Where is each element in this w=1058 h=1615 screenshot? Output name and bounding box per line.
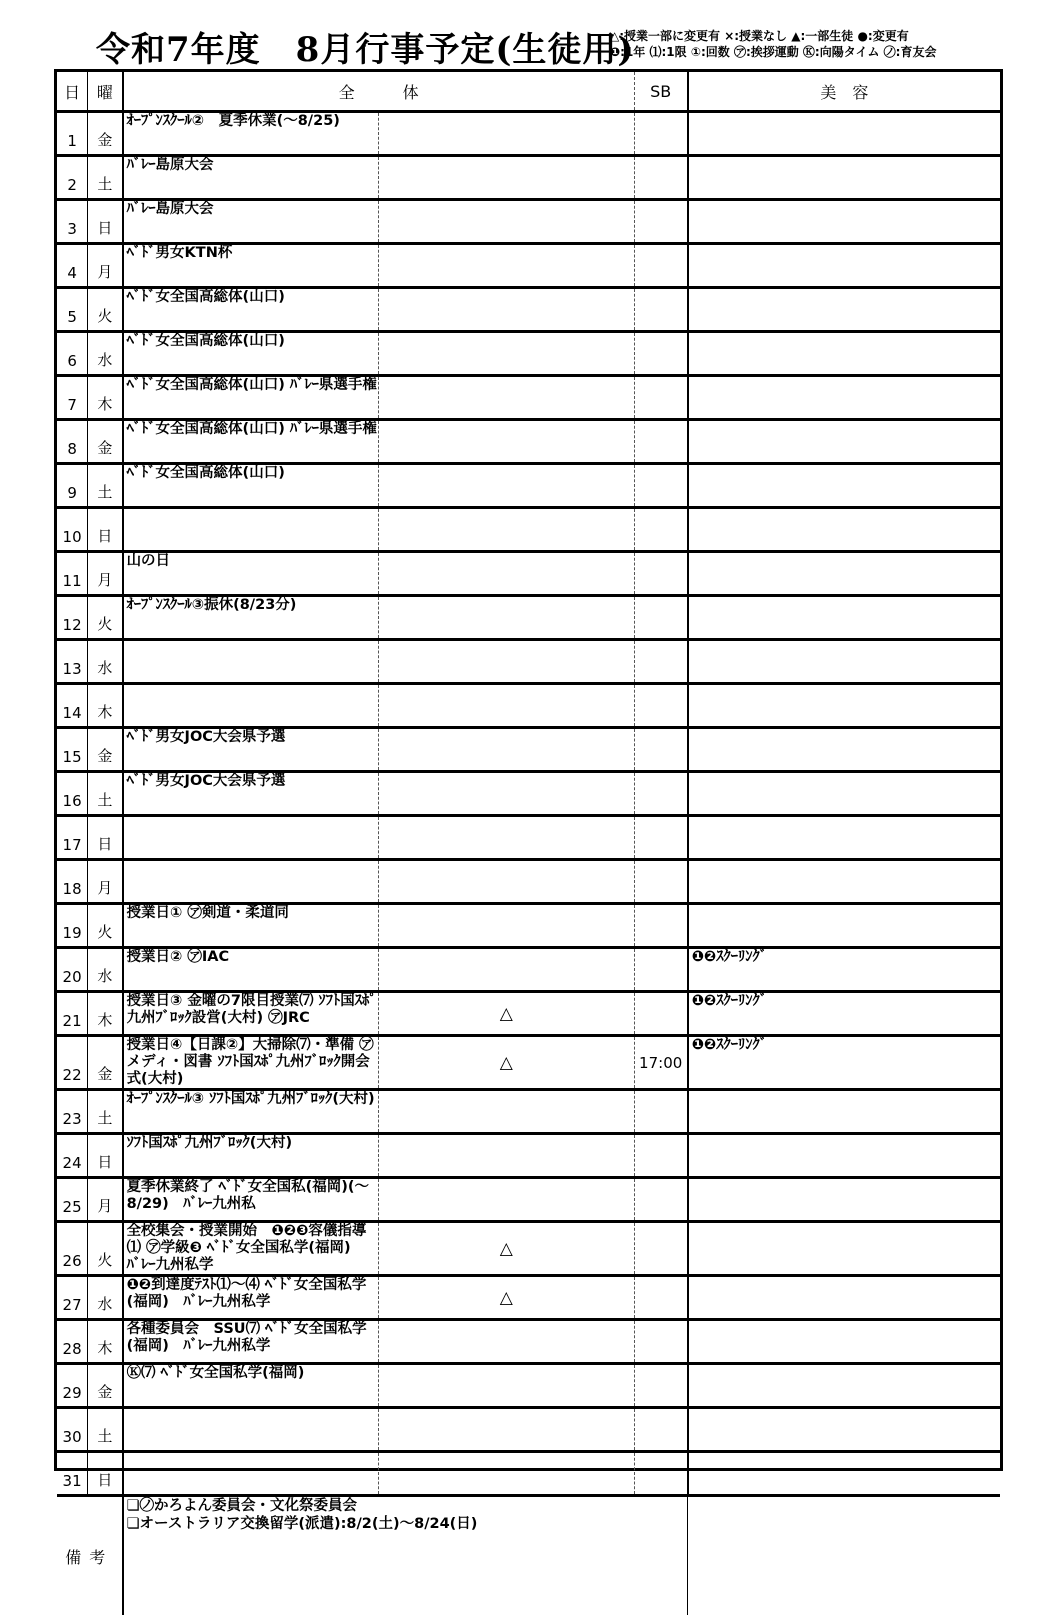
row-sb (634, 1320, 688, 1364)
row-day: 26 (57, 1222, 88, 1276)
row-biyou (688, 332, 1000, 376)
row-weekday: 金 (88, 112, 123, 156)
row-day: 23 (57, 1090, 88, 1134)
row-mark (378, 244, 634, 288)
notes-row (57, 1496, 1000, 1615)
row-biyou: ❶❷ｽｸｰﾘﾝｸﾞ (688, 948, 1000, 992)
table-row (57, 640, 1000, 684)
row-day: 31 (57, 1452, 88, 1496)
table-row (57, 772, 1000, 816)
row-day: 4 (57, 244, 88, 288)
row-biyou (688, 244, 1000, 288)
row-sb (634, 1134, 688, 1178)
row-day: 5 (57, 288, 88, 332)
row-events: ﾍﾞﾄﾞ男女JOC大会県予選 (123, 772, 379, 816)
row-day: 22 (57, 1036, 88, 1090)
row-events: 授業日③ 金曜の7限目授業⑺ ｿﾌﾄ国ｽﾎﾟ九州ﾌﾞﾛｯｸ設営(大村) ㋐JRC (123, 992, 379, 1036)
row-events: ﾍﾞﾄﾞ男女KTN杯 (123, 244, 379, 288)
table-row (57, 1090, 1000, 1134)
table-row (57, 948, 1000, 992)
row-biyou (688, 772, 1000, 816)
table-row (57, 332, 1000, 376)
row-biyou (688, 640, 1000, 684)
row-weekday: 日 (88, 200, 123, 244)
row-sb (634, 640, 688, 684)
row-day: 1 (57, 112, 88, 156)
table-row (57, 1178, 1000, 1222)
row-mark (378, 1090, 634, 1134)
row-day: 19 (57, 904, 88, 948)
table-row (57, 376, 1000, 420)
row-sb (634, 420, 688, 464)
schedule-sheet (54, 69, 1003, 1471)
row-events: 全校集会・授業開始 ❶❷❸容儀指導⑴ ㋐学級❸ ﾍﾞﾄﾞ女全国私学(福岡) ﾊﾞﾚｰ九州私学 (123, 1222, 379, 1276)
row-weekday: 木 (88, 1320, 123, 1364)
row-mark (378, 1320, 634, 1364)
row-weekday: 月 (88, 1178, 123, 1222)
row-events: 授業日② ㋐IAC (123, 948, 379, 992)
row-events: ﾍﾞﾄﾞ女全国高総体(山口) ﾊﾞﾚｰ県選手権 (123, 376, 379, 420)
row-weekday: 水 (88, 948, 123, 992)
row-weekday: 金 (88, 728, 123, 772)
row-weekday: 火 (88, 288, 123, 332)
row-weekday: 土 (88, 772, 123, 816)
row-sb (634, 1090, 688, 1134)
row-mark (378, 948, 634, 992)
row-mark (378, 1452, 634, 1496)
header-day: 日 (57, 72, 88, 112)
row-mark: △ (378, 1276, 634, 1320)
row-biyou (688, 200, 1000, 244)
row-mark (378, 156, 634, 200)
row-biyou: ❶❷ｽｸｰﾘﾝｸﾞ (688, 1036, 1000, 1090)
table-row (57, 112, 1000, 156)
table-row (57, 684, 1000, 728)
row-biyou (688, 904, 1000, 948)
row-mark (378, 112, 634, 156)
row-sb (634, 1452, 688, 1496)
row-sb (634, 112, 688, 156)
row-sb (634, 816, 688, 860)
header-row (57, 72, 1000, 112)
row-day: 15 (57, 728, 88, 772)
table-row (57, 1134, 1000, 1178)
row-sb (634, 1222, 688, 1276)
row-biyou (688, 1222, 1000, 1276)
row-events: 各種委員会 SSU⑺ ﾍﾞﾄﾞ女全国私学(福岡) ﾊﾞﾚｰ九州私学 (123, 1320, 379, 1364)
row-events (123, 816, 379, 860)
row-weekday: 水 (88, 640, 123, 684)
row-sb (634, 332, 688, 376)
row-events (123, 640, 379, 684)
row-weekday: 金 (88, 420, 123, 464)
row-sb (634, 596, 688, 640)
row-weekday: 木 (88, 992, 123, 1036)
table-row (57, 1408, 1000, 1452)
header-events: 全 体 (123, 72, 635, 112)
table-row (57, 1320, 1000, 1364)
row-day: 14 (57, 684, 88, 728)
row-sb (634, 552, 688, 596)
row-biyou (688, 508, 1000, 552)
row-mark: △ (378, 992, 634, 1036)
table-row (57, 1364, 1000, 1408)
row-biyou (688, 288, 1000, 332)
row-weekday: 水 (88, 332, 123, 376)
row-sb (634, 200, 688, 244)
row-sb (634, 288, 688, 332)
row-mark (378, 376, 634, 420)
header-weekday: 曜 (88, 72, 123, 112)
row-biyou (688, 1276, 1000, 1320)
table-row (57, 816, 1000, 860)
row-weekday: 月 (88, 244, 123, 288)
table-row (57, 1452, 1000, 1496)
page-title: 令和7年度 8月行事予定(生徒用) (96, 22, 635, 71)
row-biyou (688, 1178, 1000, 1222)
row-weekday: 日 (88, 508, 123, 552)
row-events: ﾍﾞﾄﾞ女全国高総体(山口) ﾊﾞﾚｰ県選手権 (123, 420, 379, 464)
row-mark (378, 1178, 634, 1222)
header-sb: SB (634, 72, 688, 112)
row-mark: △ (378, 1036, 634, 1090)
row-sb (634, 1276, 688, 1320)
row-day: 7 (57, 376, 88, 420)
row-mark (378, 640, 634, 684)
table-row (57, 992, 1000, 1036)
row-events: 山の日 (123, 552, 379, 596)
row-day: 21 (57, 992, 88, 1036)
row-mark (378, 508, 634, 552)
row-sb (634, 904, 688, 948)
row-mark (378, 420, 634, 464)
table-row (57, 288, 1000, 332)
row-events: ﾊﾞﾚｰ島原大会 (123, 156, 379, 200)
row-sb (634, 244, 688, 288)
row-mark (378, 288, 634, 332)
row-day: 9 (57, 464, 88, 508)
row-sb (634, 1364, 688, 1408)
row-weekday: 土 (88, 1408, 123, 1452)
row-mark (378, 1134, 634, 1178)
row-weekday: 火 (88, 904, 123, 948)
row-sb (634, 1408, 688, 1452)
row-biyou (688, 112, 1000, 156)
row-biyou (688, 156, 1000, 200)
row-events: ❶❷到達度ﾃｽﾄ⑴～⑷ ﾍﾞﾄﾞ女全国私学(福岡) ﾊﾞﾚｰ九州私学 (123, 1276, 379, 1320)
row-events: ﾍﾞﾄﾞ男女JOC大会県予選 (123, 728, 379, 772)
row-sb (634, 860, 688, 904)
row-day: 6 (57, 332, 88, 376)
row-day: 20 (57, 948, 88, 992)
row-biyou (688, 1408, 1000, 1452)
notes-content (123, 1496, 688, 1615)
row-day: 28 (57, 1320, 88, 1364)
row-weekday: 月 (88, 552, 123, 596)
row-day: 8 (57, 420, 88, 464)
row-mark (378, 904, 634, 948)
row-sb (634, 156, 688, 200)
row-weekday: 木 (88, 684, 123, 728)
note-line: ❏㋨かろよん委員会・文化祭委員会 (127, 1497, 688, 1515)
row-biyou (688, 728, 1000, 772)
legend (610, 28, 936, 60)
table-row (57, 156, 1000, 200)
row-weekday: 火 (88, 1222, 123, 1276)
row-day: 12 (57, 596, 88, 640)
schedule-table (57, 72, 1000, 1615)
row-day: 3 (57, 200, 88, 244)
row-weekday: 日 (88, 816, 123, 860)
row-mark (378, 728, 634, 772)
table-row (57, 244, 1000, 288)
table-row (57, 420, 1000, 464)
table-row (57, 1276, 1000, 1320)
row-biyou: ❶❷ｽｸｰﾘﾝｸﾞ (688, 992, 1000, 1036)
table-row (57, 552, 1000, 596)
row-sb (634, 464, 688, 508)
row-mark (378, 464, 634, 508)
table-row (57, 508, 1000, 552)
row-day: 27 (57, 1276, 88, 1320)
row-events: ﾍﾞﾄﾞ女全国高総体(山口) (123, 464, 379, 508)
row-day: 18 (57, 860, 88, 904)
row-events: ﾊﾞﾚｰ島原大会 (123, 200, 379, 244)
row-sb: 17:00 (634, 1036, 688, 1090)
row-mark (378, 200, 634, 244)
row-events: ﾍﾞﾄﾞ女全国高総体(山口) (123, 332, 379, 376)
table-row (57, 728, 1000, 772)
row-biyou (688, 1090, 1000, 1134)
header-biyou: 美 容 (688, 72, 1000, 112)
row-mark: △ (378, 1222, 634, 1276)
row-mark (378, 552, 634, 596)
row-events (123, 508, 379, 552)
row-day: 2 (57, 156, 88, 200)
row-day: 25 (57, 1178, 88, 1222)
row-day: 17 (57, 816, 88, 860)
row-events: ｵｰﾌﾟﾝｽｸｰﾙ③ ｿﾌﾄ国ｽﾎﾟ九州ﾌﾞﾛｯｸ(大村) (123, 1090, 379, 1134)
row-sb (634, 1178, 688, 1222)
row-weekday: 日 (88, 1452, 123, 1496)
row-events: 授業日① ㋐剣道・柔道同 (123, 904, 379, 948)
row-sb (634, 728, 688, 772)
row-biyou (688, 420, 1000, 464)
row-events: ｵｰﾌﾟﾝｽｸｰﾙ③振休(8/23分) (123, 596, 379, 640)
row-sb (634, 684, 688, 728)
row-events: ﾍﾞﾄﾞ女全国高総体(山口) (123, 288, 379, 332)
row-sb (634, 992, 688, 1036)
row-events: 夏季休業終了 ﾍﾞﾄﾞ女全国私(福岡)(～8/29) ﾊﾞﾚｰ九州私 (123, 1178, 379, 1222)
row-sb (634, 508, 688, 552)
row-mark (378, 1408, 634, 1452)
legend-line-1: △:授業一部に変更有 ×:授業なし ▲:一部生徒 ●:変更有 (610, 28, 936, 44)
row-mark (378, 772, 634, 816)
row-weekday: 月 (88, 860, 123, 904)
row-events (123, 1408, 379, 1452)
table-row (57, 200, 1000, 244)
row-weekday: 木 (88, 376, 123, 420)
row-biyou (688, 684, 1000, 728)
table-row (57, 464, 1000, 508)
row-weekday: 火 (88, 596, 123, 640)
row-sb (634, 772, 688, 816)
row-biyou (688, 1320, 1000, 1364)
row-weekday: 金 (88, 1364, 123, 1408)
row-mark (378, 816, 634, 860)
row-biyou (688, 464, 1000, 508)
row-biyou (688, 1364, 1000, 1408)
row-biyou (688, 552, 1000, 596)
row-mark (378, 596, 634, 640)
row-day: 10 (57, 508, 88, 552)
table-row (57, 1036, 1000, 1090)
row-biyou (688, 376, 1000, 420)
row-sb (634, 948, 688, 992)
row-day: 11 (57, 552, 88, 596)
row-weekday: 日 (88, 1134, 123, 1178)
row-events: ｵｰﾌﾟﾝｽｸｰﾙ② 夏季休業(～8/25) (123, 112, 379, 156)
note-line: ❏オーストラリア交換留学(派遣):8/2(土)～8/24(日) (127, 1515, 688, 1533)
row-mark (378, 332, 634, 376)
row-biyou (688, 596, 1000, 640)
legend-line-2: ❶:1年 ⑴:1限 ①:回数 ㋐:挨拶運動 Ⓚ:向陽タイム ㋨:育友会 (610, 44, 936, 60)
table-row (57, 904, 1000, 948)
row-weekday: 水 (88, 1276, 123, 1320)
row-events: Ⓚ⑺ ﾍﾞﾄﾞ女全国私学(福岡) (123, 1364, 379, 1408)
row-weekday: 土 (88, 464, 123, 508)
row-events: 授業日④【日課②】大掃除⑺・準備 ㋐メディ・図書 ｿﾌﾄ国ｽﾎﾟ九州ﾌﾞﾛｯｸ開会式(大村) (123, 1036, 379, 1090)
row-biyou (688, 860, 1000, 904)
row-weekday: 土 (88, 156, 123, 200)
table-row (57, 1222, 1000, 1276)
row-biyou (688, 1134, 1000, 1178)
row-mark (378, 860, 634, 904)
row-biyou (688, 816, 1000, 860)
row-mark (378, 684, 634, 728)
notes-biyou (688, 1496, 1000, 1615)
row-day: 13 (57, 640, 88, 684)
table-row (57, 860, 1000, 904)
row-events (123, 1452, 379, 1496)
row-day: 29 (57, 1364, 88, 1408)
row-day: 24 (57, 1134, 88, 1178)
table-row (57, 596, 1000, 640)
row-biyou (688, 1452, 1000, 1496)
row-day: 30 (57, 1408, 88, 1452)
notes-label: 備考 (57, 1496, 123, 1615)
row-events: ｿﾌﾄ国ｽﾎﾟ九州ﾌﾞﾛｯｸ(大村) (123, 1134, 379, 1178)
row-weekday: 金 (88, 1036, 123, 1090)
row-sb (634, 376, 688, 420)
row-weekday: 土 (88, 1090, 123, 1134)
row-events (123, 684, 379, 728)
row-mark (378, 1364, 634, 1408)
row-events (123, 860, 379, 904)
row-day: 16 (57, 772, 88, 816)
